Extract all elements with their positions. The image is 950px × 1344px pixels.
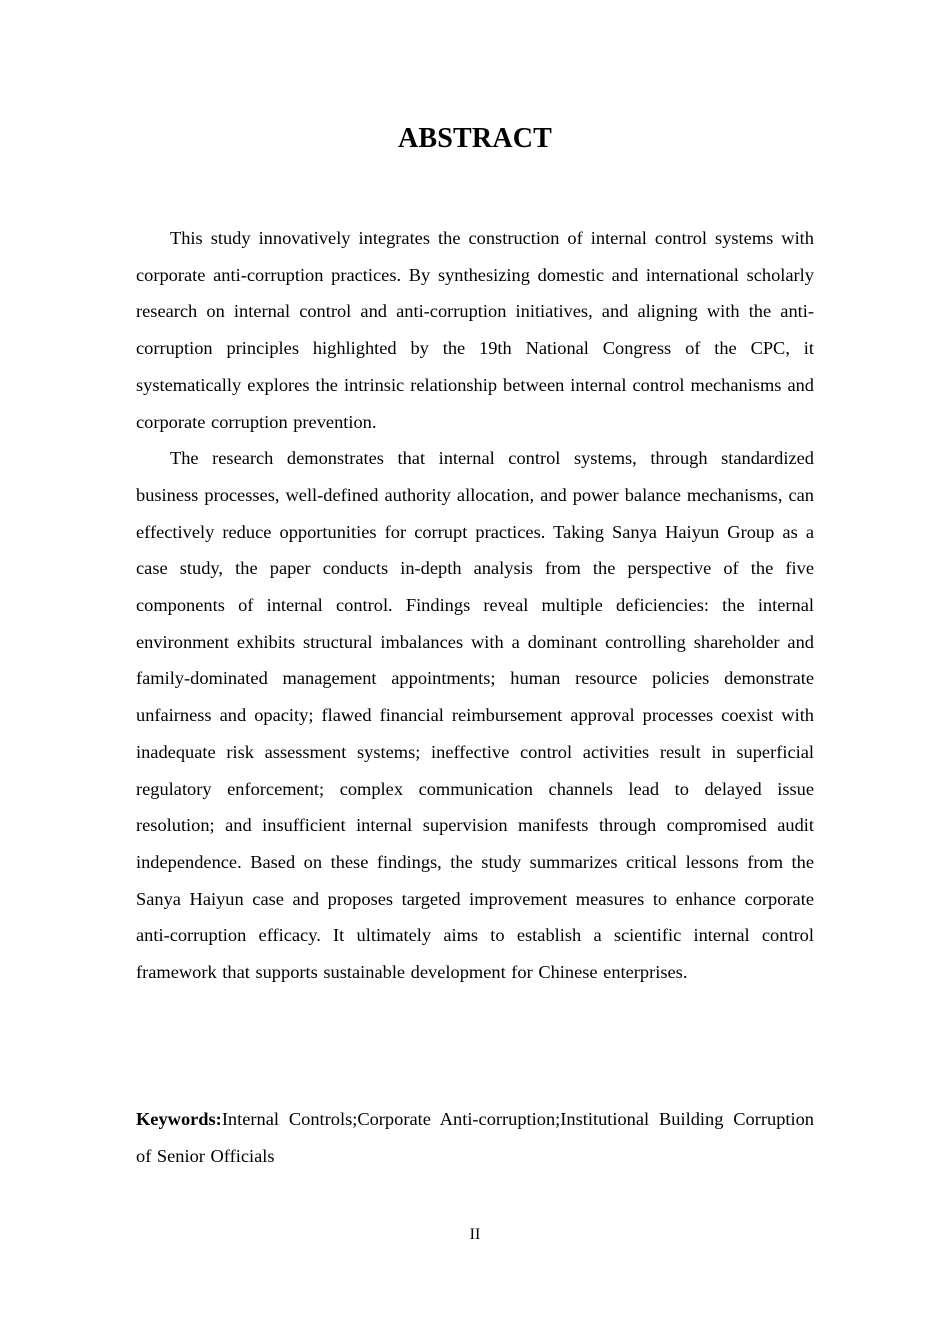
abstract-paragraph-2: The research demonstrates that internal control systems, through standardized business processes, well-defined authority allocation, and power balance mechanisms, can effectively reduce opportunities for corrupt practices. Taking Sanya Haiyun Group as a case study, the paper conducts in-depth analysis from the perspective of the five components of internal control. Findings reveal multiple deficiencies: the internal environment exhibits structural imbalances with a dominant controlling shareholder and family-dominated management appointments; human resource policies demonstrate unfairness and opacity; flawed financial reimbursement approval processes coexist with inadequate risk assessment systems; ineffective control activities result in superficial regulatory enforcement; complex communication channels lead to delayed issue resolution; and insufficient internal supervision manifests through compromised audit independence. Based on these findings, the study summarizes critical lessons from the Sanya Haiyun case and proposes targeted improvement measures to enhance corporate anti-corruption efficacy. It ultimately aims to establish a scientific internal control framework that supports sustainable development for Chinese enterprises. <box>136 448 814 983</box>
keywords-label: Keywords: <box>136 1109 222 1129</box>
abstract-body <box>136 220 814 991</box>
keywords-line <box>136 1101 814 1174</box>
page-number: II <box>469 1226 481 1243</box>
keywords-text: Internal Controls;Corporate Anti-corruption;Institutional Building Corruption of Senior Officials <box>136 1109 814 1166</box>
abstract-title: ABSTRACT <box>397 123 553 154</box>
abstract-paragraph-1: This study innovatively integrates the construction of internal control systems with corporate anti-corruption practices. By synthesizing domestic and international scholarly research on internal control and anti-corruption initiatives, and aligning with the anti-corruption principles highlighted by the 19th National Congress of the CPC, it systematically explores the intrinsic relationship between internal control mechanisms and corporate corruption prevention. <box>136 228 814 432</box>
